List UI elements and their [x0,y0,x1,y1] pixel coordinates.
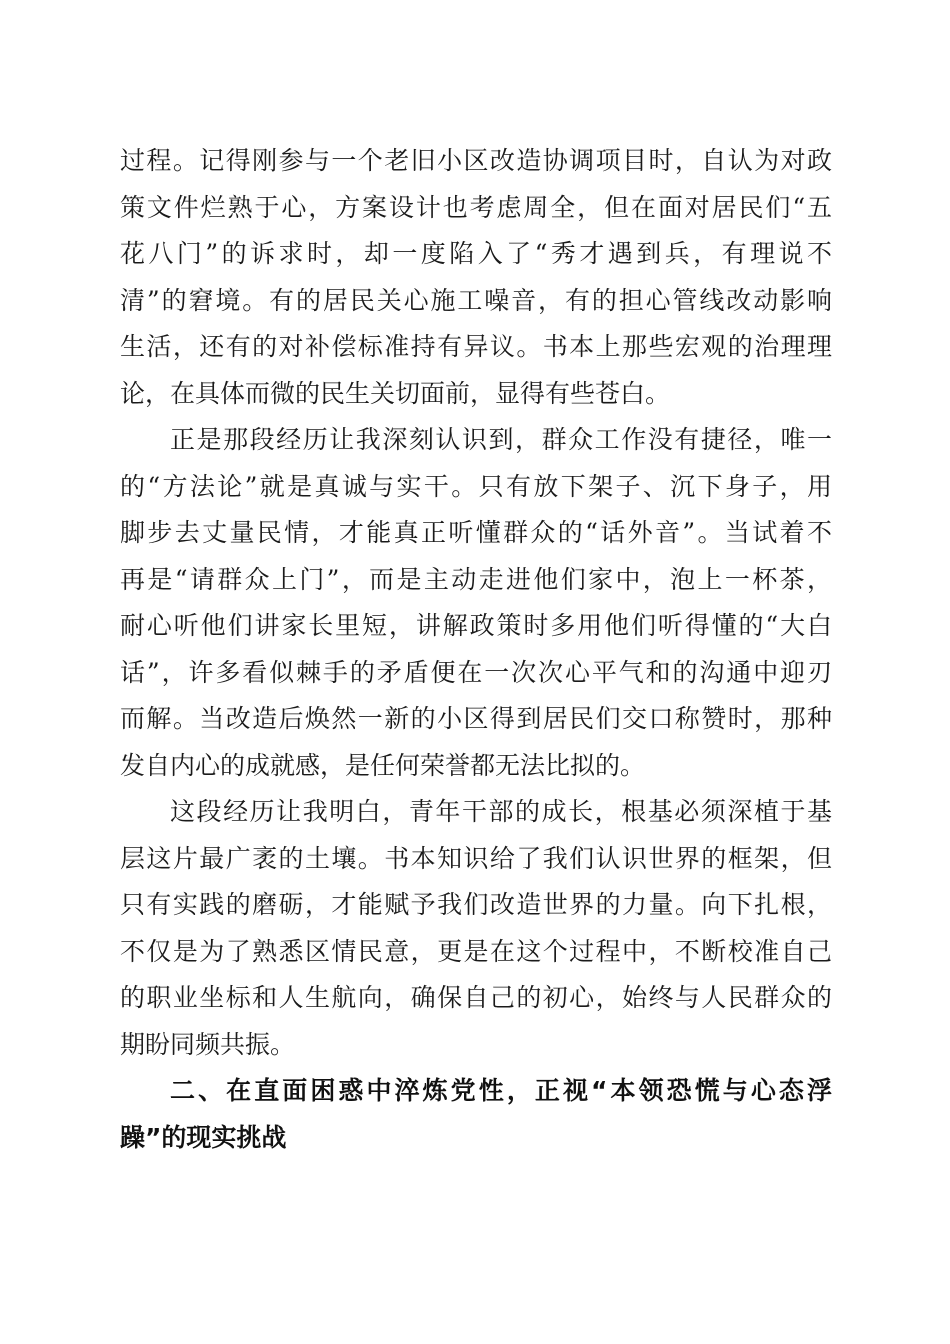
paragraph-line: 只有实践的磨砺，才能赋予我们改造世界的力量。向下扎根， [120,890,832,919]
paragraph-line: 过程。记得刚参与一个老旧小区改造协调项目时，自认为对政 [120,146,832,175]
paragraph-line: 而解。当改造后焕然一新的小区得到居民们交口称赞时，那种 [120,704,832,733]
paragraph-line: 再是“请群众上门”，而是主动走进他们家中，泡上一杯茶， [120,564,832,594]
paragraph-line: 清”的窘境。有的居民关心施工噪音，有的担心管线改动影响 [120,285,832,315]
heading-line: 躁”的现实挑战 [120,1122,287,1152]
paragraph-1 [120,138,832,417]
paragraph-line: 期盼同频共振。 [120,1029,296,1059]
heading-line: 二、在直面困惑中淬炼党性，正视“本领恐慌与心态浮 [170,1076,832,1105]
paragraph-line: 耐心听他们讲家长里短，讲解政策时多用他们听得懂的“大白 [120,611,832,640]
paragraph-line: 不仅是为了熟悉区情民意，更是在这个过程中，不断校准自己 [120,936,832,966]
paragraph-line: 脚步去丈量民情，才能真正听懂群众的“话外音”。当试着不 [120,518,832,547]
paragraph-line: 的“方法论”就是真诚与实干。只有放下架子、沉下身子，用 [120,471,832,501]
paragraph-line: 策文件烂熟于心，方案设计也考虑周全，但在面对居民们“五 [120,192,832,222]
paragraph-line: 论，在具体而微的民生关切面前，显得有些苍白。 [120,378,671,408]
section-heading [120,1068,832,1161]
paragraph-line: 发自内心的成就感，是任何荣誉都无法比拟的。 [120,750,646,780]
paragraph-line: 话”，许多看似棘手的矛盾便在一次次心平气和的沟通中迎刃 [120,657,832,687]
paragraph-line: 花八门”的诉求时，却一度陷入了“秀才遇到兵，有理说不 [120,239,832,268]
document-body [120,138,832,1161]
paragraph-line: 的职业坐标和人生航向，确保自己的初心，始终与人民群众的 [120,983,832,1012]
paragraph-3 [120,789,832,1068]
paragraph-2 [120,417,832,789]
paragraph-line: 层这片最广袤的土壤。书本知识给了我们认识世界的框架，但 [120,843,832,873]
paragraph-line: 生活，还有的对补偿标准持有异议。书本上那些宏观的治理理 [120,332,832,361]
paragraph-line: 正是那段经历让我深刻认识到，群众工作没有捷径，唯一 [170,425,832,454]
paragraph-line: 这段经历让我明白，青年干部的成长，根基必须深植于基 [170,797,832,826]
